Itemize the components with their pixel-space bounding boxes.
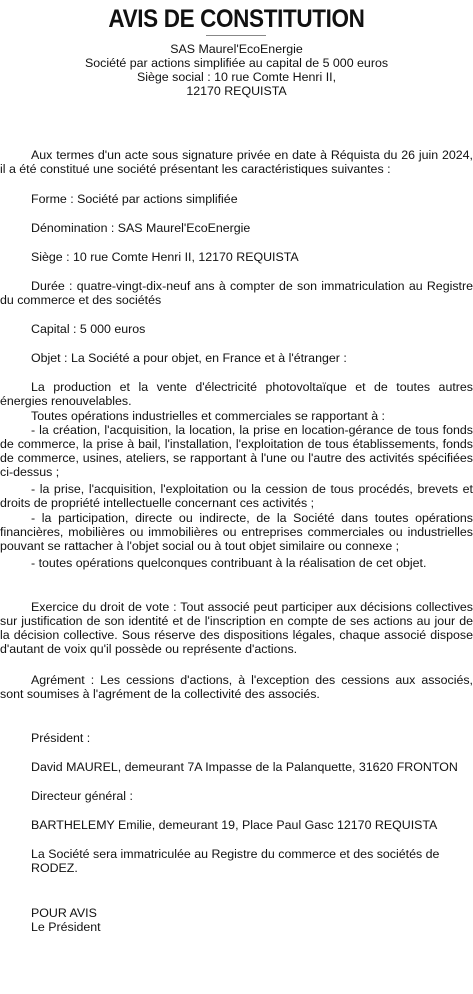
intro-paragraph: Aux termes d'un acte sous signature privée en date à Réquista du 26 juin 2024, il a été constitué une société présentant les caractéristiques suivantes : — [0, 148, 473, 176]
vote-paragraph: Exercice du droit de vote : Tout associé peut participer aux décisions collectives sur justification de son identité et de l'inscription en compte de ses actions au jour de la décision collective. Sous réserve des dispositions légales, chaque associé dispose d'autant de voix qu'il possède ou représente d'actions. — [0, 600, 473, 656]
objet-item-production: La production et la vente d'électricité photovoltaïque et de toutes autres énergies renouvelables. — [0, 380, 473, 408]
dg-label: Directeur général : — [31, 789, 133, 803]
header-company-form: Société par actions simplifiée au capital de 5 000 euros — [84, 56, 389, 70]
objet-item-propriete: - la prise, l'acquisition, l'exploitation ou la cession de tous procédés, brevets et droits de propriété intellectuelle concernant ces activités ; — [0, 482, 473, 510]
document-title: AVIS DE CONSTITUTION — [108, 5, 365, 33]
objet-line: Objet : La Société a pour objet, en France et à l'étranger : — [31, 351, 347, 365]
capital-line: Capital : 5 000 euros — [31, 322, 146, 336]
objet-item-operations: Toutes opérations industrielles et commerciales se rapportant à : — [31, 409, 385, 423]
objet-item-operations-quelconques: - toutes opérations quelconques contribuant à la réalisation de cet objet. — [31, 556, 427, 570]
closing-signatory: Le Président — [31, 920, 101, 934]
dg-value: BARTHELEMY Emilie, demeurant 19, Place Paul Gasc 12170 REQUISTA — [31, 818, 438, 832]
agrement-paragraph: Agrément : Les cessions d'actions, à l'exception des cessions aux associés, sont soumises à l'agrément de la collectivité des associés. — [0, 673, 473, 701]
header-company-name: SAS Maurel'EcoEnergie — [170, 42, 303, 56]
forme-line: Forme : Société par actions simplifiée — [31, 192, 238, 206]
closing-pour-avis: POUR AVIS — [31, 906, 97, 920]
title-divider — [206, 35, 266, 36]
header-address-city: 12170 REQUISTA — [186, 84, 287, 98]
immatriculation-line: La Société sera immatriculée au Registre du commerce et des sociétés de RODEZ. — [31, 847, 440, 875]
siege-line: Siège : 10 rue Comte Henri II, 12170 REQUISTA — [31, 250, 299, 264]
objet-item-creation: - la création, l'acquisition, la location, la prise en location-gérance de tous fonds de commerce, la prise à bail, l'installation, l'exploitation de tous établissements, fonds de commerce, usines, ateliers, se rapportant à l'une ou l'autre des activités spécifiées ci-dessus ; — [0, 423, 473, 479]
duree-paragraph: Durée : quatre-vingt-dix-neuf ans à compter de son immatriculation au Registre du commerce et des sociétés — [0, 279, 473, 307]
header-address-street: Siège social : 10 rue Comte Henri II, — [136, 70, 337, 84]
objet-item-participation: - la participation, directe ou indirecte, de la Société dans toutes opérations financières, mobilières ou immobilières ou entreprises commerciales ou industrielles pouvant se rattacher à l'objet social ou à tout objet similaire ou connexe ; — [0, 511, 473, 553]
president-value: David MAUREL, demeurant 7A Impasse de la Palanquette, 31620 FRONTON — [31, 760, 458, 774]
president-label: Président : — [31, 731, 91, 745]
company-header — [0, 42, 473, 98]
denomination-line: Dénomination : SAS Maurel'EcoEnergie — [31, 221, 251, 235]
